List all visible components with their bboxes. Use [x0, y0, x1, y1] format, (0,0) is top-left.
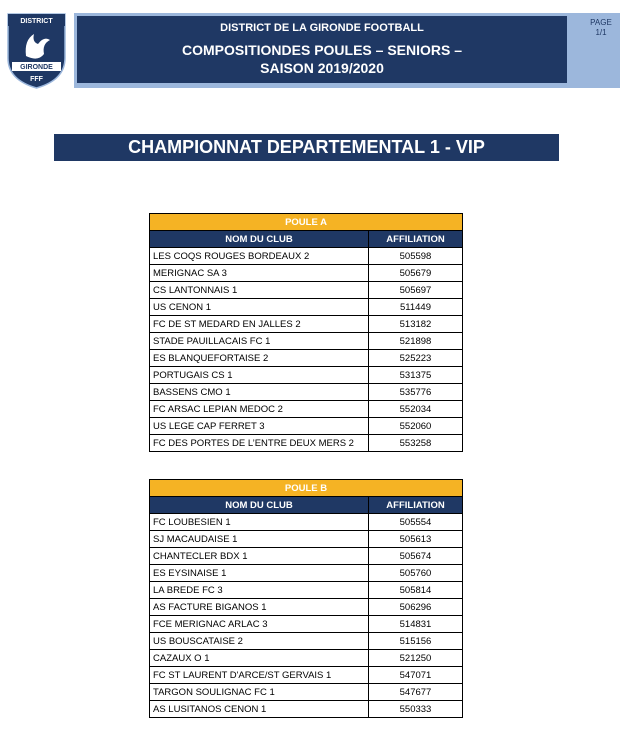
club-name-cell: ES BLANQUEFORTAISE 2 [150, 350, 369, 367]
header-title-box [77, 16, 567, 83]
table-row [150, 616, 463, 633]
page-label: PAGE [590, 18, 612, 27]
club-name-cell: LA BREDE FC 3 [150, 582, 369, 599]
affiliation-cell: 505760 [369, 565, 463, 582]
affiliation-cell: 525223 [369, 350, 463, 367]
logo-top-text: DISTRICT [20, 18, 53, 25]
table-row [150, 299, 463, 316]
logo-bottom-text: GIRONDE [20, 64, 53, 71]
table-row [150, 684, 463, 701]
affiliation-cell: 505697 [369, 282, 463, 299]
table-row [150, 401, 463, 418]
table-row [150, 514, 463, 531]
affiliation-cell: 505674 [369, 548, 463, 565]
affiliation-cell: 535776 [369, 384, 463, 401]
table-row [150, 548, 463, 565]
district-logo [4, 10, 69, 90]
affiliation-cell: 553258 [369, 435, 463, 452]
club-name-cell: ES EYSINAISE 1 [150, 565, 369, 582]
page-indicator [582, 18, 620, 38]
affiliation-cell: 552034 [369, 401, 463, 418]
table-row [150, 418, 463, 435]
club-name-cell: BASSENS CMO 1 [150, 384, 369, 401]
club-name-cell: CAZAUX O 1 [150, 650, 369, 667]
organization-name: DISTRICT DE LA GIRONDE FOOTBALL [220, 22, 424, 34]
club-name-cell: LES COQS ROUGES BORDEAUX 2 [150, 248, 369, 265]
club-name-cell: US CENON 1 [150, 299, 369, 316]
club-name-cell: FC DES PORTES DE L’ENTRE DEUX MERS 2 [150, 435, 369, 452]
poule-a-table [149, 213, 463, 452]
document-title-line2: SAISON 2019/2020 [260, 60, 384, 76]
club-name-cell: FC DE ST MEDARD EN JALLES 2 [150, 316, 369, 333]
table-row [150, 582, 463, 599]
club-name-cell: TARGON SOULIGNAC FC 1 [150, 684, 369, 701]
affiliation-cell: 552060 [369, 418, 463, 435]
club-name-cell: FC ARSAC LEPIAN MEDOC 2 [150, 401, 369, 418]
affiliation-cell: 547071 [369, 667, 463, 684]
table-row [150, 282, 463, 299]
affiliation-cell: 511449 [369, 299, 463, 316]
affiliation-cell: 505814 [369, 582, 463, 599]
club-name-cell: AS FACTURE BIGANOS 1 [150, 599, 369, 616]
club-name-cell: CS LANTONNAIS 1 [150, 282, 369, 299]
column-header-row [150, 231, 463, 248]
table-row [150, 701, 463, 718]
poule-a-header-row [150, 214, 463, 231]
table-row [150, 384, 463, 401]
document-header [74, 13, 620, 88]
column-header-affiliation: AFFILIATION [369, 497, 463, 514]
affiliation-cell: 505613 [369, 531, 463, 548]
affiliation-cell: 505598 [369, 248, 463, 265]
table-row [150, 565, 463, 582]
table-row [150, 650, 463, 667]
column-header-club: NOM DU CLUB [150, 497, 369, 514]
table-row [150, 667, 463, 684]
table-row [150, 633, 463, 650]
club-name-cell: STADE PAUILLACAIS FC 1 [150, 333, 369, 350]
affiliation-cell: 514831 [369, 616, 463, 633]
table-row [150, 350, 463, 367]
table-row [150, 316, 463, 333]
affiliation-cell: 513182 [369, 316, 463, 333]
column-header-club: NOM DU CLUB [150, 231, 369, 248]
affiliation-cell: 521898 [369, 333, 463, 350]
affiliation-cell: 550333 [369, 701, 463, 718]
affiliation-cell: 515156 [369, 633, 463, 650]
table-row [150, 248, 463, 265]
column-header-affiliation: AFFILIATION [369, 231, 463, 248]
club-name-cell: AS LUSITANOS CENON 1 [150, 701, 369, 718]
affiliation-cell: 505554 [369, 514, 463, 531]
table-row [150, 599, 463, 616]
club-name-cell: CHANTECLER BDX 1 [150, 548, 369, 565]
table-row [150, 435, 463, 452]
club-name-cell: FC LOUBESIEN 1 [150, 514, 369, 531]
poule-name: POULE A [150, 214, 463, 231]
club-name-cell: US BOUSCATAISE 2 [150, 633, 369, 650]
club-name-cell: FC ST LAURENT D'ARCE/ST GERVAIS 1 [150, 667, 369, 684]
document-title-line1: COMPOSITIONDES POULES – SENIORS – [181, 42, 463, 58]
championship-banner: CHAMPIONNAT DEPARTEMENTAL 1 - VIP [54, 134, 559, 161]
poule-b-table [149, 479, 463, 718]
column-header-row [150, 497, 463, 514]
club-name-cell: FCE MERIGNAC ARLAC 3 [150, 616, 369, 633]
page-number: 1/1 [595, 28, 607, 37]
club-name-cell: SJ MACAUDAISE 1 [150, 531, 369, 548]
affiliation-cell: 521250 [369, 650, 463, 667]
logo-fff-text: FFF [30, 76, 43, 83]
poule-name: POULE B [150, 480, 463, 497]
poule-b-header-row [150, 480, 463, 497]
club-name-cell: PORTUGAIS CS 1 [150, 367, 369, 384]
club-name-cell: US LEGE CAP FERRET 3 [150, 418, 369, 435]
table-row [150, 367, 463, 384]
affiliation-cell: 506296 [369, 599, 463, 616]
table-row [150, 265, 463, 282]
table-row [150, 333, 463, 350]
affiliation-cell: 547677 [369, 684, 463, 701]
affiliation-cell: 505679 [369, 265, 463, 282]
affiliation-cell: 531375 [369, 367, 463, 384]
table-row [150, 531, 463, 548]
club-name-cell: MERIGNAC SA 3 [150, 265, 369, 282]
